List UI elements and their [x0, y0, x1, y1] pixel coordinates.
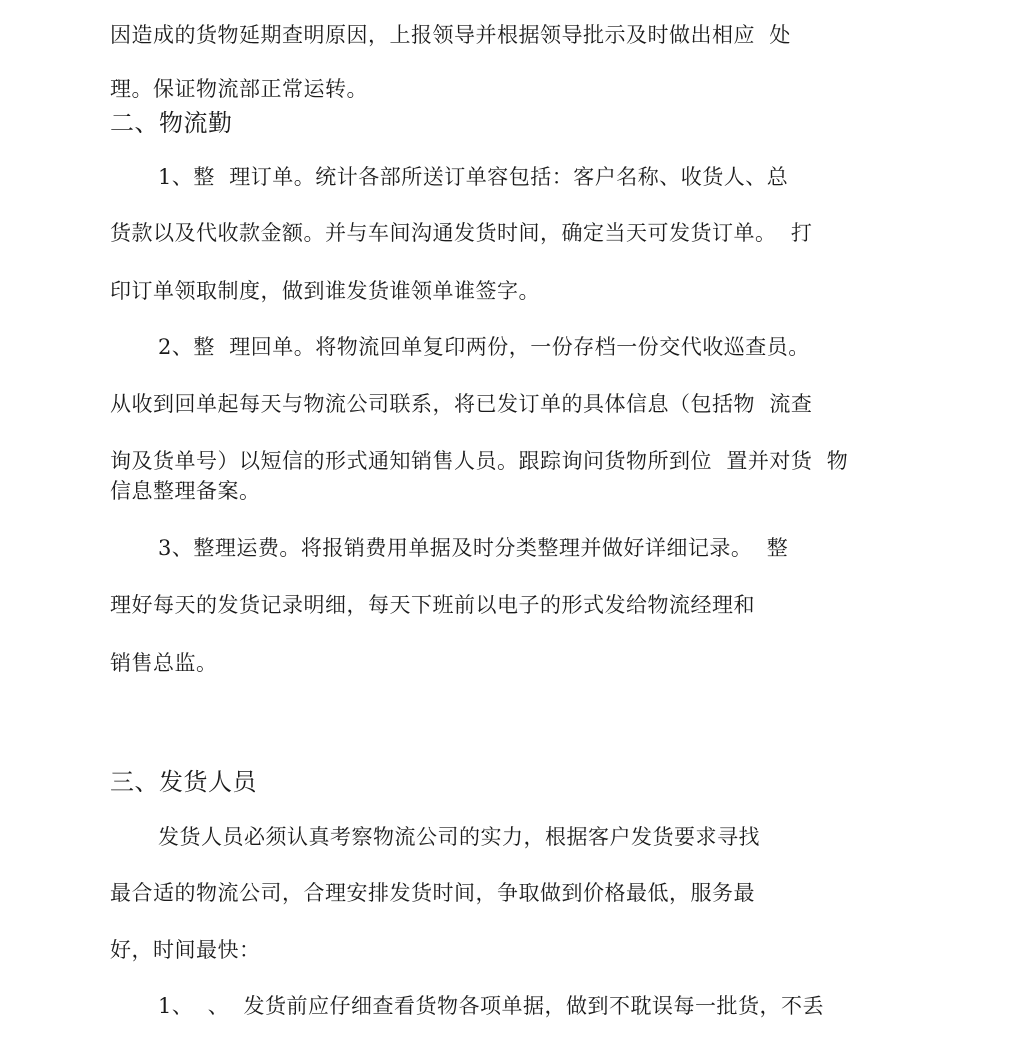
section-heading: 二、物流勤: [110, 109, 233, 137]
paragraph-line: 发货人员必须认真考察物流公司的实力，根据客户发货要求寻找: [158, 825, 760, 849]
paragraph-line: 销售总监。: [110, 651, 218, 675]
paragraph-line: 3、整理运费。将报销费用单据及时分类整理并做好详细记录。 整: [158, 536, 789, 560]
paragraph-line: 2、整 理回单。将物流回单复印两份，一份存档一份交代收巡查员。: [158, 335, 810, 359]
paragraph-line: 最合适的物流公司，合理安排发货时间，争取做到价格最低，服务最: [110, 881, 755, 905]
paragraph-line: 因造成的货物延期查明原因，上报领导并根据领导批示及时做出相应 处: [110, 23, 791, 47]
section-heading: 三、发货人员: [110, 768, 257, 796]
paragraph-line: 理。保证物流部正常运转。: [110, 77, 368, 101]
paragraph-line: 从收到回单起每天与物流公司联系，将已发订单的具体信息（包括物 流查: [110, 392, 813, 416]
paragraph-line: 货款以及代收款金额。并与车间沟通发货时间，确定当天可发货订单。 打: [110, 221, 813, 245]
paragraph-line: 询及货单号）以短信的形式通知销售人员。跟踪询问货物所到位 置并对货 物: [110, 449, 849, 473]
paragraph-line: 1、整 理订单。统计各部所送订单容包括：客户名称、收货人、总: [158, 165, 789, 189]
paragraph-line: 好，时间最快：: [110, 938, 261, 962]
paragraph-line: 信息整理备案。: [110, 479, 261, 503]
paragraph-line: 1、 、 发货前应仔细查看货物各项单据，做到不耽误每一批货，不丢: [158, 994, 825, 1018]
paragraph-line: 理好每天的发货记录明细，每天下班前以电子的形式发给物流经理和: [110, 593, 755, 617]
paragraph-line: 印订单领取制度，做到谁发货谁领单谁签字。: [110, 279, 540, 303]
